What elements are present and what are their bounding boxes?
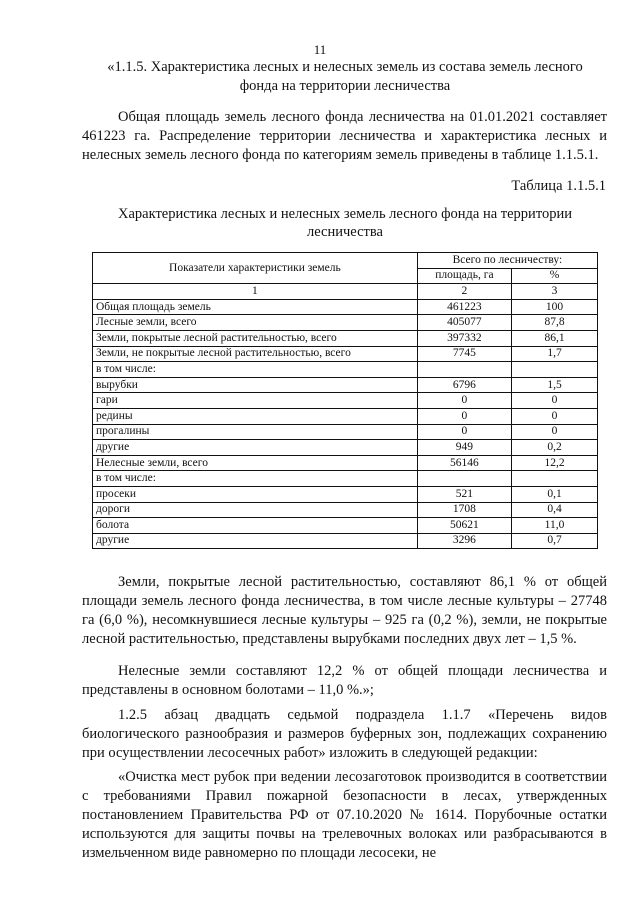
row-area: 461223 [417, 299, 511, 315]
table-row [93, 486, 598, 502]
table-row [93, 455, 598, 471]
land-characteristics-table [92, 252, 598, 549]
intro-paragraph: Общая площадь земель лесного фонда лесничества на 01.01.2021 составляет 461223 га. Распределение территории лесничества и характеристика лесных и нелесных земель лесного фонда по категориям земель приведены в таблице 1.1.5.1. [82, 109, 607, 163]
row-percent: 1,5 [512, 377, 598, 393]
row-label: прогалины [93, 424, 418, 440]
section-title: «1.1.5. Характеристика лесных и нелесных земель из состава земель лесного фонда на территории лесничества [107, 59, 583, 94]
header-total: Всего по лесничеству: [417, 253, 597, 269]
table-row [93, 315, 598, 331]
column-number-2: 2 [417, 284, 511, 300]
row-label: вырубки [93, 377, 418, 393]
row-area: 3296 [417, 533, 511, 549]
row-percent: 1,7 [512, 346, 598, 362]
header-area: площадь, га [417, 268, 511, 284]
table-row [93, 533, 598, 549]
row-percent: 87,8 [512, 315, 598, 331]
row-percent: 11,0 [512, 518, 598, 534]
row-area: 405077 [417, 315, 511, 331]
row-area: 6796 [417, 377, 511, 393]
quote-paragraph: «Очистка мест рубок при ведении лесозаготовок производится в соответствии с требованиями Правил пожарной безопасности в лесах, утвержденных постановлением Правительства РФ от 07.10.2020 № 1614. Порубочные остатки используются для защиты почвы на трелевочных волоках или разбрасываются в измельченном виде равномерно по площади лесосеки, не [82, 769, 607, 861]
row-label: в том числе: [93, 471, 418, 487]
row-area: 0 [417, 393, 511, 409]
row-label: редины [93, 408, 418, 424]
row-percent: 0,7 [512, 533, 598, 549]
row-label: другие [93, 440, 418, 456]
row-label: Земли, покрытые лесной растительностью, всего [93, 330, 418, 346]
table-row [93, 393, 598, 409]
table-row [93, 299, 598, 315]
column-number-3: 3 [512, 284, 598, 300]
row-area: 949 [417, 440, 511, 456]
row-area: 0 [417, 424, 511, 440]
row-percent: 100 [512, 299, 598, 315]
row-label: дороги [93, 502, 418, 518]
row-label: гари [93, 393, 418, 409]
table-caption: Характеристика лесных и нелесных земель лесного фонда на территории лесничества [118, 206, 572, 240]
header-percent: % [512, 268, 598, 284]
row-percent: 0 [512, 393, 598, 409]
row-label: Земли, не покрытые лесной растительностью, всего [93, 346, 418, 362]
row-percent: 0 [512, 424, 598, 440]
table-row [93, 362, 598, 378]
row-percent: 0,2 [512, 440, 598, 456]
column-number-1: 1 [93, 284, 418, 300]
row-area [417, 471, 511, 487]
row-area: 397332 [417, 330, 511, 346]
row-area: 56146 [417, 455, 511, 471]
row-percent: 12,2 [512, 455, 598, 471]
table-row [93, 330, 598, 346]
row-percent: 0 [512, 408, 598, 424]
row-area [417, 362, 511, 378]
table-reference: Таблица 1.1.5.1 [511, 178, 606, 194]
table-row [93, 408, 598, 424]
row-label: просеки [93, 486, 418, 502]
row-area: 521 [417, 486, 511, 502]
row-percent: 0,4 [512, 502, 598, 518]
row-area: 1708 [417, 502, 511, 518]
row-area: 0 [417, 408, 511, 424]
row-percent: 86,1 [512, 330, 598, 346]
forest-cover-paragraph: Земли, покрытые лесной растительностью, составляют 86,1 % от общей площади земель лесного фонда лесничества, в том числе лесные культуры – 27748 га (6,0 %), несомкнувшиеся лесные культуры – 925 га (0,2 %), земли, не покрытые лесной растительностью, представлены вырубками последних двух лет – 1,5 %. [82, 574, 607, 647]
row-area: 7745 [417, 346, 511, 362]
row-label: болота [93, 518, 418, 534]
table-row [93, 502, 598, 518]
row-percent [512, 471, 598, 487]
nonforest-paragraph: Нелесные земли составляют 12,2 % от общей площади лесничества и представлены в основном болотами – 11,0 %.»; [82, 663, 607, 698]
table-row [93, 471, 598, 487]
header-indicator: Показатели характеристики земель [93, 253, 418, 284]
row-percent [512, 362, 598, 378]
table-row [93, 377, 598, 393]
row-area: 50621 [417, 518, 511, 534]
table-row [93, 440, 598, 456]
table-row [93, 518, 598, 534]
row-label: другие [93, 533, 418, 549]
table-row [93, 424, 598, 440]
table-body [93, 299, 598, 549]
page-number: 11 [313, 42, 327, 57]
table-row [93, 346, 598, 362]
row-label: Общая площадь земель [93, 299, 418, 315]
row-label: Нелесные земли, всего [93, 455, 418, 471]
row-label: в том числе: [93, 362, 418, 378]
amendment-paragraph: 1.2.5 абзац двадцать седьмой подраздела 1.1.7 «Перечень видов биологического разнообразия и размеров буферных зон, подлежащих сохранению при осуществлении лесосечных работ» изложить в следующей редакции: [82, 707, 607, 761]
row-label: Лесные земли, всего [93, 315, 418, 331]
row-percent: 0,1 [512, 486, 598, 502]
